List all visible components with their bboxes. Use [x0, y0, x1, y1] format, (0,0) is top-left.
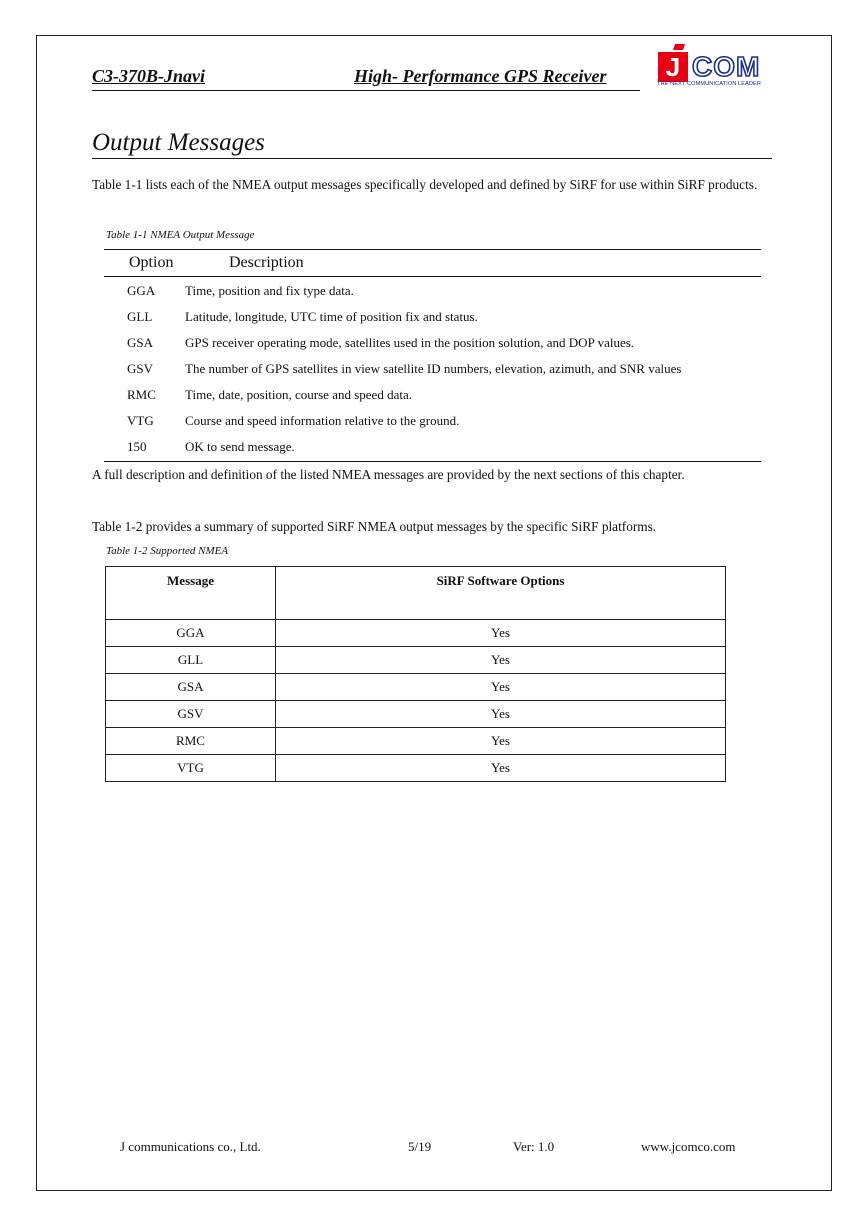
table-row: [106, 755, 726, 782]
table1-desc: Time, position and fix type data.: [185, 283, 354, 298]
table-row: [106, 620, 726, 647]
message-cell: GLL: [106, 647, 276, 674]
logo-accent: [673, 44, 685, 50]
header-model: C3-370B-Jnavi: [92, 66, 206, 86]
option-cell: Yes: [276, 755, 726, 782]
option-cell: Yes: [276, 647, 726, 674]
table-row: [106, 674, 726, 701]
table1-desc: Latitude, longitude, UTC time of position fix and status.: [185, 309, 478, 324]
header-product: High- Performance GPS Receiver: [354, 66, 607, 86]
table1-header-description: Description: [229, 254, 304, 271]
table1-code: GSA: [127, 335, 154, 350]
option-cell: Yes: [276, 620, 726, 647]
table1-code: GGA: [127, 283, 156, 298]
table1-code: GLL: [127, 309, 153, 324]
table1-desc: Time, date, position, course and speed data.: [185, 387, 412, 402]
table-row: [106, 647, 726, 674]
table1-code: VTG: [127, 413, 154, 428]
table-row: [106, 701, 726, 728]
logo-j: J: [658, 52, 688, 82]
table1-code: RMC: [127, 387, 156, 402]
supported-nmea-table: [105, 566, 726, 782]
table1-desc: The number of GPS satellites in view satellite ID numbers, elevation, azimuth, and SNR values: [185, 361, 682, 376]
footer-page-number: 5/19: [408, 1139, 432, 1154]
company-logo: [655, 44, 780, 90]
option-cell: Yes: [276, 674, 726, 701]
logo-com: COM: [692, 51, 761, 82]
message-cell: GSV: [106, 701, 276, 728]
after-table1-paragraph: A full description and definition of the listed NMEA messages are provided by the next sections of this chapter.: [92, 467, 685, 482]
table1-desc: GPS receiver operating mode, satellites used in the position solution, and DOP values.: [185, 335, 635, 350]
table1-header-option: Option: [129, 254, 174, 271]
table-header-row: [106, 567, 726, 620]
table1-desc: OK to send message.: [185, 439, 295, 454]
option-cell: Yes: [276, 701, 726, 728]
logo-tagline: THE NEXT COMMUNICATION LEADER: [657, 81, 762, 87]
footer-website: www.jcomco.com: [641, 1139, 736, 1154]
table-row: [106, 728, 726, 755]
message-cell: GGA: [106, 620, 276, 647]
table1-code: 150: [127, 439, 147, 454]
section-title: Output Messages: [92, 128, 772, 159]
table1-caption: Table 1-1 NMEA Output Message: [106, 229, 255, 241]
header-message: Message: [106, 567, 276, 620]
footer-version: Ver: 1.0: [513, 1139, 555, 1154]
table1-desc: Course and speed information relative to the ground.: [185, 413, 460, 428]
table2-caption: Table 1-2 Supported NMEA: [106, 545, 229, 557]
header-software-options: SiRF Software Options: [276, 567, 726, 620]
table1-code: GSV: [127, 361, 154, 376]
intro2-paragraph: Table 1-2 provides a summary of supported SiRF NMEA output messages by the specific SiRF platforms.: [92, 519, 657, 534]
option-cell: Yes: [276, 728, 726, 755]
table1-top-rule: [104, 249, 761, 250]
header-rule: [92, 90, 640, 91]
table1-header-rule: [104, 276, 761, 277]
message-cell: GSA: [106, 674, 276, 701]
footer-company: J communications co., Ltd.: [120, 1139, 261, 1154]
intro-paragraph: Table 1-1 lists each of the NMEA output messages specifically developed and defined by SiRF for use within SiRF products.: [92, 177, 758, 192]
message-cell: VTG: [106, 755, 276, 782]
message-cell: RMC: [106, 728, 276, 755]
